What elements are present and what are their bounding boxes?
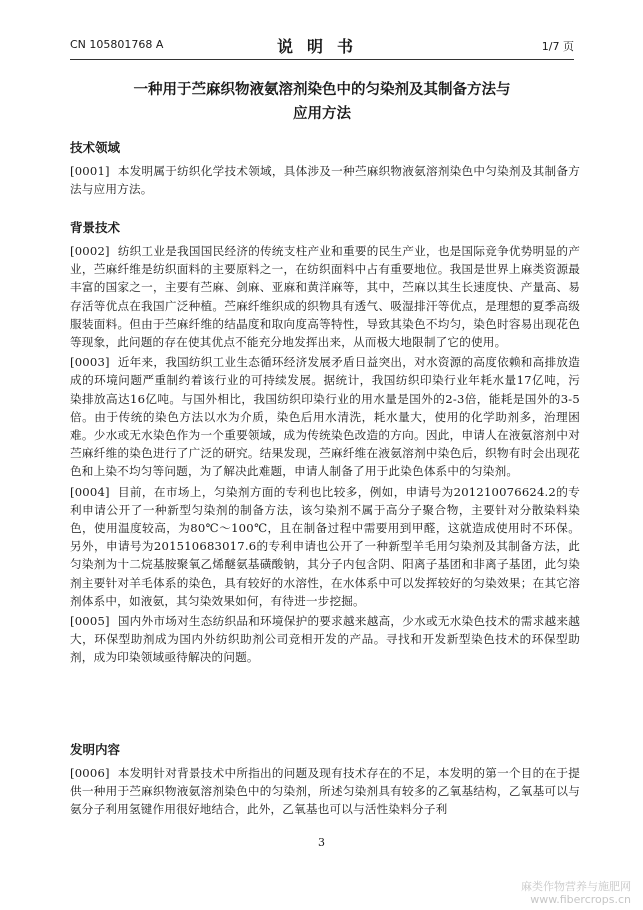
page-number: 3 (318, 836, 325, 849)
patent-title (70, 78, 574, 126)
paragraph-number: [0005] (70, 614, 110, 629)
paragraph-0005 (70, 612, 580, 667)
patent-title-line-2: 应用方法 (293, 106, 351, 122)
section-background (70, 218, 580, 669)
section-invention-content (70, 740, 580, 821)
paragraph-number: [0001] (70, 164, 110, 178)
page-header (70, 34, 574, 54)
section-heading: 技术领域 (70, 140, 121, 155)
paragraph-text: 近年来，我国纺织工业生态循环经济发展矛盾日益突出，对水资源的高度依赖和高排放造成的环境问题严重制约着该行业的可持续发展。据统计，我国纺织印染行业年耗水量17亿吨，污染排放高达16亿吨。与国外相比，我国纺织印染行业的用水量是国外的2-3倍，能耗是国外的3-5倍。由于传统的染色方法以水为介质，染色后用水清洗，耗水量大，使用的化学助剂多，治理困难。少水或无水染色作为一个重要领域，成为传统染色改造的方向。因此，申请人在液氨溶剂中对苎麻纤维的染色进行了广泛的研究。结果发现，苎麻纤维在液氨溶剂中染色后，织物有时会出现花色和上染不均匀等问题，为了解决此难题，申请人制备了用于此染色体系中的匀染剂。 (70, 355, 580, 479)
section-heading: 发明内容 (70, 742, 121, 757)
paragraph-0001 (70, 162, 580, 198)
paragraph-0002 (70, 242, 580, 351)
paragraph-0006 (70, 764, 580, 819)
section-heading: 背景技术 (70, 220, 121, 235)
patent-title-line-1: 一种用于苎麻织物液氨溶剂染色中的匀染剂及其制备方法与 (133, 82, 511, 98)
paragraph-text: 本发明属于纺织化学技术领域，具体涉及一种苎麻织物液氨溶剂染色中匀染剂及其制备方法与应用方法。 (70, 164, 580, 197)
paragraph-0004 (70, 483, 580, 610)
paragraph-number: [0002] (70, 244, 110, 258)
paragraph-text: 本发明针对背景技术中所指出的问题及现有技术存在的不足，本发明的第一个目的在于提供一种用于苎麻织物液氨溶剂染色中的匀染剂，所述匀染剂具有较多的乙氧基结构，乙氧基可以与氨分子利用氢键作用很好地结合，此外，乙氧基也可以与活性染料分子利 (70, 766, 580, 817)
paragraph-0003 (70, 353, 580, 480)
paragraph-number: [0004] (70, 484, 110, 499)
paragraph-text: 纺织工业是我国国民经济的传统支柱产业和重要的民生产业，也是国际竞争优势明显的产业，苎麻纤维是纺织面料的主要原料之一，在纺织面料中占有重要地位。我国是世界上麻类资源最丰富的国家之一，主要有苎麻、剑麻、亚麻和黄洋麻等，其中，苎麻以其生长速度快、产量高、易存活等优点在我国广泛种植。苎麻纤维织成的织物具有透气、吸湿排汗等优点，是理想的夏季高级服装面料。但由于苎麻纤维的结晶度和取向度高等特性，导致其染色不均匀，染色时容易出现花色等现象，此问题的存在使其优点不能充分地发挥出来，从而极大地限制了它的使用。 (70, 244, 580, 350)
paragraph-text: 国内外市场对生态纺织品和环境保护的要求越来越高，少水或无水染色技术的需求越来越大，环保型助剂成为国内外纺织助剂公司竞相开发的产品。寻找和开发新型染色技术的环保型助剂，成为印染领域亟待解决的问题。 (70, 614, 580, 665)
paragraph-number: [0003] (70, 355, 110, 370)
document-type-title: 说明书 (276, 37, 367, 56)
publication-number: CN 105801768 A (70, 38, 164, 51)
page-index: 1/7 页 (541, 40, 574, 53)
watermark (521, 880, 631, 906)
watermark-line-1: 麻类作物营养与施肥网 (521, 880, 631, 893)
watermark-line-2: www.fibercrops.cn (530, 893, 631, 906)
paragraph-text: 目前，在市场上，匀染剂方面的专利也比较多，例如，申请号为201210076624.2的专利申请公开了一种新型匀染剂的制备方法，该匀染剂不属于高分子聚合物，主要针对分散染料染色，使用温度较高，为80℃～100℃，且在制备过程中需要用到甲醛，这就造成使用时不环保。另外，申请号为201510683017.6的专利申请也公开了一种新型羊毛用匀染剂及其制备方法，此匀染剂为十二烷基胺聚氧乙烯醚氨基磺酸钠，其分子内包含阴、阳离子基团和非离子基团，此匀染剂主要针对羊毛体系的染色，具有较好的水溶性，在水体系中可以发挥较好的匀染效果；在其它溶剂体系中，如液氨，其匀染效果如何，有待进一步挖掘。 (70, 484, 580, 608)
section-technical-field (70, 138, 580, 200)
paragraph-number: [0006] (70, 766, 110, 780)
header-rule (70, 59, 574, 60)
